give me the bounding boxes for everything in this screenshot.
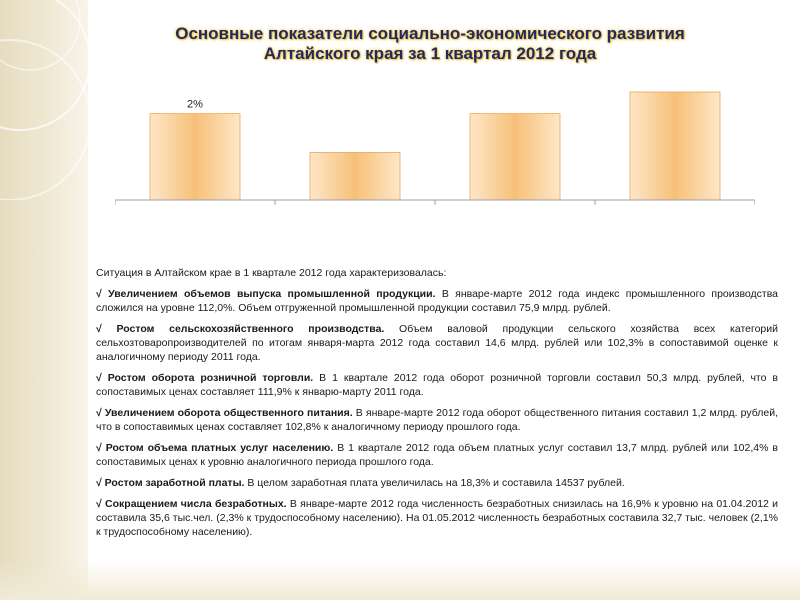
bottom-decor-strip [0,560,800,600]
intro-paragraph: Ситуация в Алтайском крае в 1 квартале 2012 года характеризовалась: [96,267,447,279]
indicator-body: В январе-марте 2012 года оборот общественного питания составил 1,2 млрд. рублей, что в сопоставимых ценах составляет 102,8% к аналогичному периоду прошлого года. [96,407,778,433]
indicator-heading: √ Ростом объема платных услуг населению. [96,442,334,454]
indicator-paragraph [96,406,778,434]
indicator-body: В 1 квартале 2012 года оборот розничной торговли составил 50,3 млрд. рублей, что в сопоставимых ценах составляет 111,9% к январю-марту 2011 года. [96,372,778,398]
indicator-body: В январе-марте 2012 года индекс промышленного производства сложился на уровне 112,0%. Объем отгруженной промышленной продукции составил 75,9 млрд. рублей. [96,288,778,314]
page-title [100,24,760,64]
chart-bar [470,114,560,200]
description-text [96,266,778,546]
title-line-1: Основные показатели социально-экономического развития [175,24,685,43]
indicator-heading: √ Сокращением числа безработных. [96,498,287,510]
indicator-paragraph [96,441,778,469]
indicator-heading: √ Ростом сельскохозяйственного производства. [96,323,385,335]
indicator-paragraph [96,497,778,539]
indicator-paragraph [96,287,778,315]
indicator-heading: √ Увеличением оборота общественного питания. [96,407,353,419]
indicator-heading: √ Увеличением объемов выпуска промышленной продукции. [96,288,436,300]
indicator-body: В январе-марте 2012 года численность безработных снизилась на 16,9% к уровню на 01.04.2012 и составила 35,6 тыс.чел. (2,3% к трудоспособному населению). На 01.05.2012 численность безработных составила 32,7 тыс. человек (2,1% к трудоспособному населению). [96,498,779,538]
bar-data-label: 2% [187,98,203,111]
decorative-arcs [0,0,110,200]
indicator-paragraph [96,322,778,364]
bar-chart [115,88,755,208]
indicator-body: В целом заработная плата увеличилась на 18,3% и составила 14537 рублей. [244,477,625,489]
indicator-body: Объем валовой продукции сельского хозяйства всех категорий сельхозтоваропроизводителей по итогам января-марта 2012 года составил 14,6 млрд. рублей или 102,3% в сопоставимой оценке к аналогичному периоду 2011 года. [96,323,778,363]
chart-bar [310,152,400,200]
chart-bar [150,114,240,200]
title-line-2: Алтайского края за 1 квартал 2012 года [263,44,597,63]
indicator-body: В 1 квартале 2012 года объем платных услуг составил 13,7 млрд. рублей или 102,4% в сопоставимых ценах к уровню аналогичного периода прошлого года. [96,442,778,468]
indicator-heading: √ Ростом заработной платы. [96,477,245,489]
indicator-paragraph [96,476,778,490]
indicator-heading: √ Ростом оборота розничной торговли. [96,372,314,384]
indicator-paragraph [96,371,778,399]
chart-bar [630,92,720,200]
